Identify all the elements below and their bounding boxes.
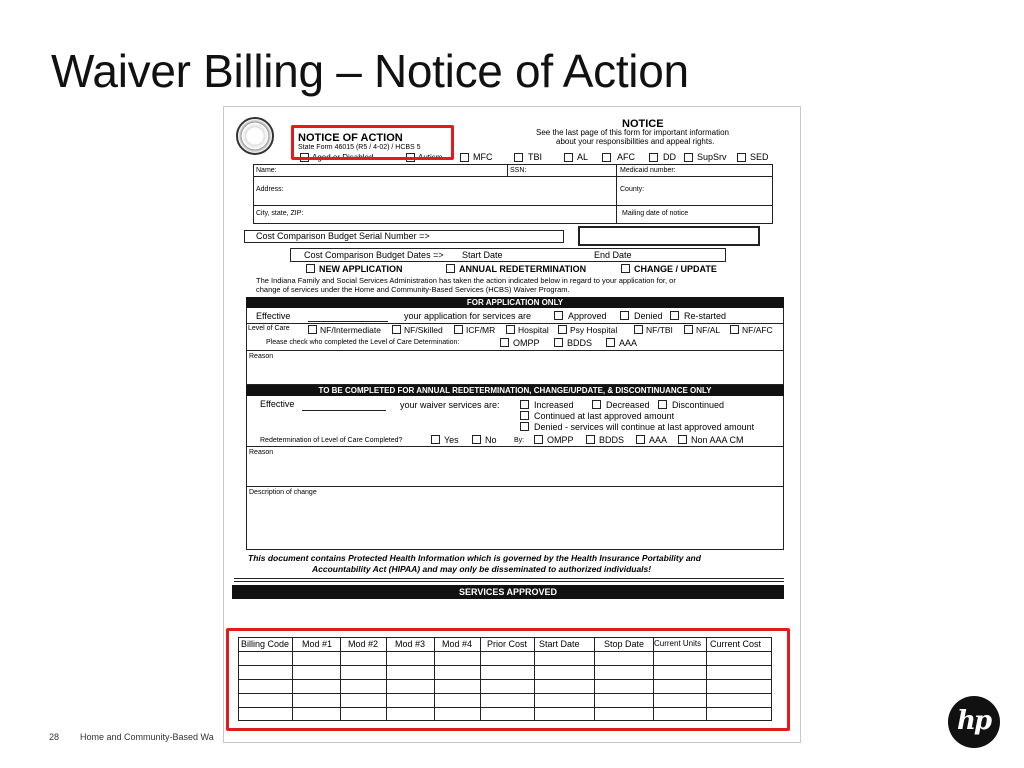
who-checkbox	[554, 338, 563, 347]
serial-number-value-box	[578, 226, 760, 246]
redetermination-label: Redetermination of Level of Care Completed?	[260, 437, 403, 444]
services-approved-bar: SERVICES APPROVED	[232, 585, 784, 599]
row-divider	[246, 350, 784, 351]
yes-checkbox	[431, 435, 440, 444]
phi-line-1: This document contains Protected Health Information which is governed by the Health Insurance Portability and	[248, 553, 701, 563]
table-header: Stop Date	[604, 639, 645, 649]
waiver-label: Decreased	[606, 400, 650, 410]
annual-redetermination-bar: TO BE COMPLETED FOR ANNUAL REDETERMINATION, CHANGE/UPDATE, & DISCONTINUANCE ONLY	[246, 385, 784, 396]
notice-line-1: See the last page of this form for important information	[536, 128, 729, 137]
row-divider	[246, 446, 784, 447]
address-label: Address:	[256, 186, 284, 193]
reason-label: Reason	[249, 353, 274, 360]
by-option-label: BDDS	[599, 435, 625, 445]
by-checkbox	[636, 435, 645, 444]
waiver-denied-label: Denied - services will continue at last approved amount	[534, 422, 755, 432]
waiver-checkbox	[520, 422, 529, 431]
who-label: OMPP	[513, 338, 540, 348]
notice-of-action-highlight	[291, 125, 454, 160]
divider	[234, 581, 784, 582]
table-header: Current Cost	[710, 639, 762, 649]
program-label: MFC	[473, 152, 493, 162]
who-label: BDDS	[567, 338, 593, 348]
level-checkbox	[392, 325, 401, 334]
level-checkbox	[684, 325, 693, 334]
level-label: Psy Hospital	[570, 325, 618, 335]
start-date-label: Start Date	[462, 250, 503, 260]
action-label: ANNUAL REDETERMINATION	[459, 264, 587, 274]
by-option-label: AAA	[649, 435, 668, 445]
row-divider	[246, 323, 784, 324]
level-checkbox	[454, 325, 463, 334]
level-label: NF/TBI	[646, 325, 673, 335]
by-option-label: OMPP	[547, 435, 574, 445]
footer-text: Home and Community-Based Wa	[80, 732, 214, 742]
level-label: NF/AFC	[742, 325, 773, 335]
level-checkbox	[730, 325, 739, 334]
divider	[234, 578, 784, 579]
program-label: Aged or Disabled	[312, 153, 374, 162]
action-label: CHANGE / UPDATE	[634, 264, 717, 274]
ssn-label: SSN:	[510, 167, 527, 174]
action-checkbox	[446, 264, 455, 273]
program-label: SED	[750, 152, 769, 162]
program-label: TBI	[528, 152, 543, 162]
level-label: ICF/MR	[466, 325, 496, 335]
description-label: Description of change	[249, 489, 317, 496]
program-label: SupSrv	[697, 152, 727, 162]
billing-table-highlight	[226, 628, 790, 731]
effective-2-line	[302, 410, 386, 411]
app-status-label: Approved	[568, 311, 607, 321]
level-label: NF/Skilled	[404, 325, 443, 335]
medicaid-label: Medicaid number:	[620, 167, 676, 174]
effective-line	[308, 321, 388, 322]
table-header: Mod #3	[395, 639, 426, 649]
budget-dates-label: Cost Comparison Budget Dates =>	[304, 250, 444, 260]
state-seal-icon	[236, 117, 274, 155]
level-label: NF/AL	[696, 325, 721, 335]
hp-logo-text: hp	[957, 706, 991, 736]
who-checkbox	[500, 338, 509, 347]
program-checkbox	[737, 153, 746, 162]
table-header: Prior Cost	[487, 639, 528, 649]
check-who-label: Please check who completed the Level of Care Determination:	[266, 339, 460, 346]
no-label: No	[485, 435, 497, 445]
by-checkbox	[586, 435, 595, 444]
who-label: AAA	[619, 338, 638, 348]
program-checkbox	[649, 153, 658, 162]
row-divider	[253, 176, 773, 177]
by-label: By:	[514, 437, 525, 444]
row-divider	[253, 205, 773, 206]
waiver-checkbox	[658, 400, 667, 409]
column-divider	[616, 164, 617, 224]
waiver-checkbox	[592, 400, 601, 409]
table-header: Mod #1	[302, 639, 333, 649]
serial-number-label: Cost Comparison Budget Serial Number =>	[256, 231, 430, 241]
level-label: NF/Intermediate	[320, 325, 381, 335]
app-status-checkbox	[620, 311, 629, 320]
waiver-label: Increased	[534, 400, 574, 410]
form-header-subtitle: State Form 46015 (R5 / 4-02) / HCBS 5	[298, 144, 421, 151]
city-label: City, state, ZIP:	[256, 210, 304, 217]
level-of-care-label: Level of Care	[248, 325, 290, 332]
waiver-label: Discontinued	[672, 400, 725, 410]
program-label: AFC	[617, 152, 635, 162]
column-divider	[507, 164, 508, 176]
effective-2-label: Effective	[260, 399, 295, 409]
end-date-label: End Date	[594, 250, 632, 260]
waiver-checkbox	[520, 400, 529, 409]
no-checkbox	[472, 435, 481, 444]
waiver-checkbox	[520, 411, 529, 420]
program-label: DD	[663, 152, 676, 162]
by-checkbox	[534, 435, 543, 444]
program-checkbox	[514, 153, 523, 162]
table-header: Billing Code	[241, 639, 290, 649]
table-header: Start Date	[539, 639, 580, 649]
by-option-label: Non AAA CM	[691, 435, 744, 445]
notice-line-2: about your responsibilities and appeal rights.	[556, 137, 715, 146]
slide-title: Waiver Billing – Notice of Action	[51, 45, 689, 97]
mailing-date-label: Mailing date of notice	[622, 210, 689, 217]
level-label: Hospital	[518, 325, 549, 335]
program-label: AL	[577, 152, 589, 162]
table-header: Current Units	[654, 639, 702, 648]
table-header: Mod #4	[442, 639, 473, 649]
name-label: Name:	[256, 167, 277, 174]
app-status-label: Re-started	[684, 311, 727, 321]
program-checkbox	[564, 153, 573, 162]
phi-line-2: Accountability Act (HIPAA) and may only be disseminated to authorized individuals!	[312, 564, 652, 574]
program-checkbox	[684, 153, 693, 162]
hp-logo	[948, 696, 1000, 748]
yes-label: Yes	[444, 435, 459, 445]
application-only-bar: FOR APPLICATION ONLY	[246, 297, 784, 308]
county-label: County:	[620, 186, 645, 193]
level-checkbox	[506, 325, 515, 334]
form-header-title: NOTICE OF ACTION	[298, 132, 403, 144]
app-services-label: your application for services are	[404, 311, 532, 321]
waiver-services-label: your waiver services are:	[400, 400, 500, 410]
action-checkbox	[306, 264, 315, 273]
app-status-checkbox	[670, 311, 679, 320]
notice-title: NOTICE	[622, 118, 664, 130]
level-checkbox	[308, 325, 317, 334]
by-checkbox	[678, 435, 687, 444]
page-number: 28	[49, 732, 60, 742]
action-label: NEW APPLICATION	[319, 264, 403, 274]
intro-line-2: change of services under the Home and Community-Based Services (HCBS) Waiver Program.	[256, 285, 570, 294]
reason-2-label: Reason	[249, 449, 274, 456]
intro-line-1: The Indiana Family and Social Services Administration has taken the action indicated below in regard to your application for, or	[256, 276, 676, 285]
waiver-continued-label: Continued at last approved amount	[534, 411, 675, 421]
program-label: Autism	[418, 153, 443, 162]
level-checkbox	[634, 325, 643, 334]
table-header: Mod #2	[348, 639, 379, 649]
effective-label: Effective	[256, 311, 291, 321]
who-checkbox	[606, 338, 615, 347]
program-checkbox	[460, 153, 469, 162]
level-checkbox	[558, 325, 567, 334]
action-checkbox	[621, 264, 630, 273]
app-status-label: Denied	[634, 311, 663, 321]
program-checkbox	[602, 153, 611, 162]
app-status-checkbox	[554, 311, 563, 320]
row-divider	[246, 486, 784, 487]
